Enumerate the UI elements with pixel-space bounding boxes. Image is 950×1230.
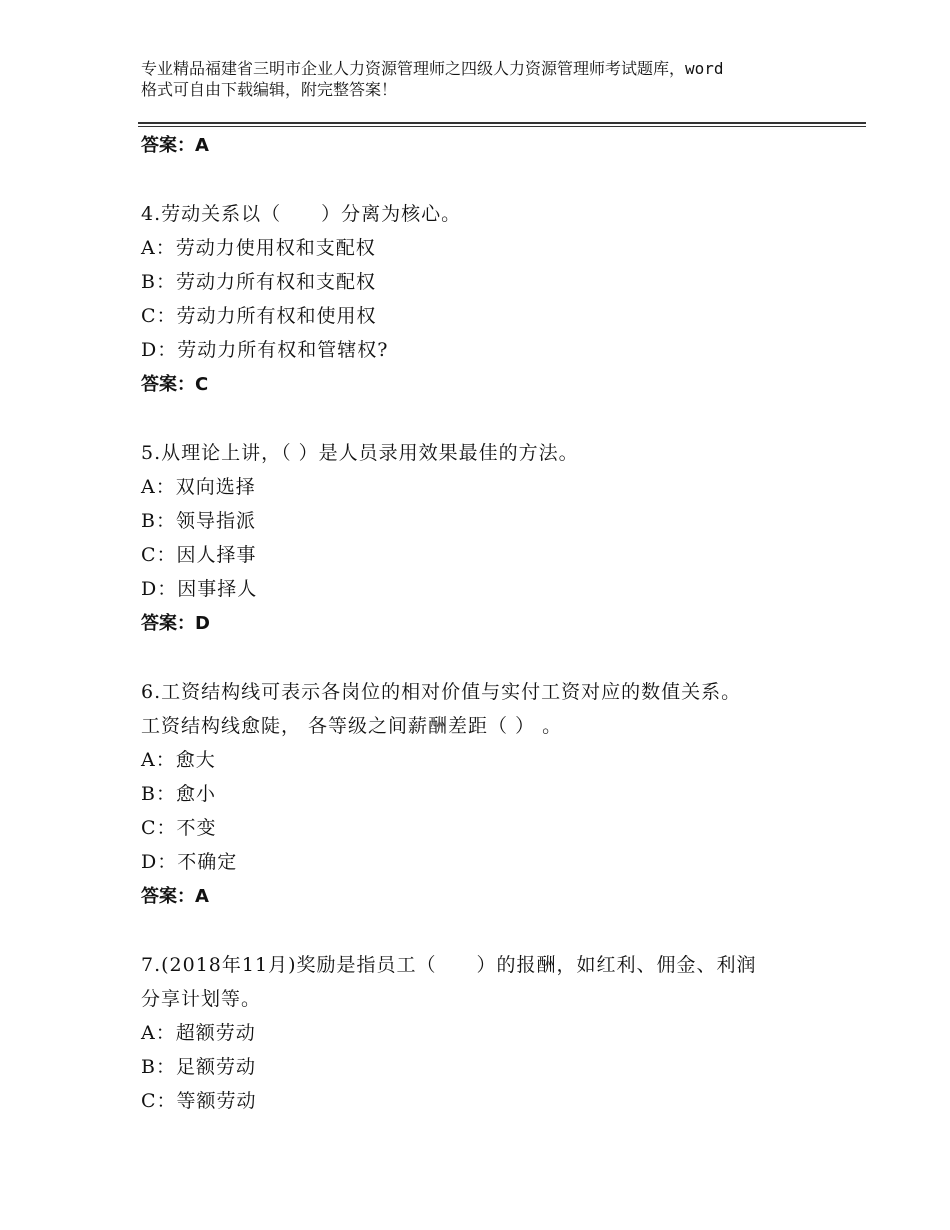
option-b: B：领导指派 bbox=[141, 510, 256, 532]
header-divider bbox=[138, 122, 866, 124]
answer-label: 答案：A bbox=[141, 135, 209, 156]
option-d: D：因事择人 bbox=[141, 578, 258, 600]
question-stem: 7.(2018年11月)奖励是指员工（ ）的报酬，如红利、佣金、利润 bbox=[141, 954, 757, 976]
option-d: D：不确定 bbox=[141, 851, 238, 873]
option-a: A：劳动力使用权和支配权 bbox=[141, 237, 376, 259]
option-a: A：愈大 bbox=[141, 749, 216, 771]
option-b: B：愈小 bbox=[141, 783, 216, 805]
question-stem: 6.工资结构线可表示各岗位的相对价值与实付工资对应的数值关系。 bbox=[141, 681, 742, 703]
question-stem-cont: 分享计划等。 bbox=[141, 988, 262, 1010]
option-b: B：劳动力所有权和支配权 bbox=[141, 271, 376, 293]
option-c: C：不变 bbox=[141, 817, 217, 839]
question-stem: 4.劳动关系以（ ）分离为核心。 bbox=[141, 203, 462, 225]
answer-label: 答案：C bbox=[141, 374, 209, 395]
header-line-1: 专业精品福建省三明市企业人力资源管理师之四级人力资源管理师考试题库，word bbox=[141, 59, 724, 78]
option-d: D：劳动力所有权和管辖权? bbox=[141, 339, 389, 361]
header-line-2: 格式可自由下载编辑，附完整答案！ bbox=[141, 80, 398, 99]
option-a: A：双向选择 bbox=[141, 476, 256, 498]
answer-label: 答案：A bbox=[141, 886, 209, 907]
option-c: C：劳动力所有权和使用权 bbox=[141, 305, 377, 327]
option-c: C：因人择事 bbox=[141, 544, 257, 566]
header-divider-thin bbox=[138, 126, 866, 127]
option-a: A：超额劳动 bbox=[141, 1022, 256, 1044]
question-stem-cont: 工资结构线愈陡， 各等级之间薪酬差距（ ） 。 bbox=[141, 715, 563, 737]
option-c: C：等额劳动 bbox=[141, 1090, 257, 1112]
option-b: B：足额劳动 bbox=[141, 1056, 256, 1078]
document-header bbox=[141, 58, 841, 100]
answer-label: 答案：D bbox=[141, 613, 210, 634]
question-stem: 5.从理论上讲，（ ）是人员录用效果最佳的方法。 bbox=[141, 442, 579, 464]
